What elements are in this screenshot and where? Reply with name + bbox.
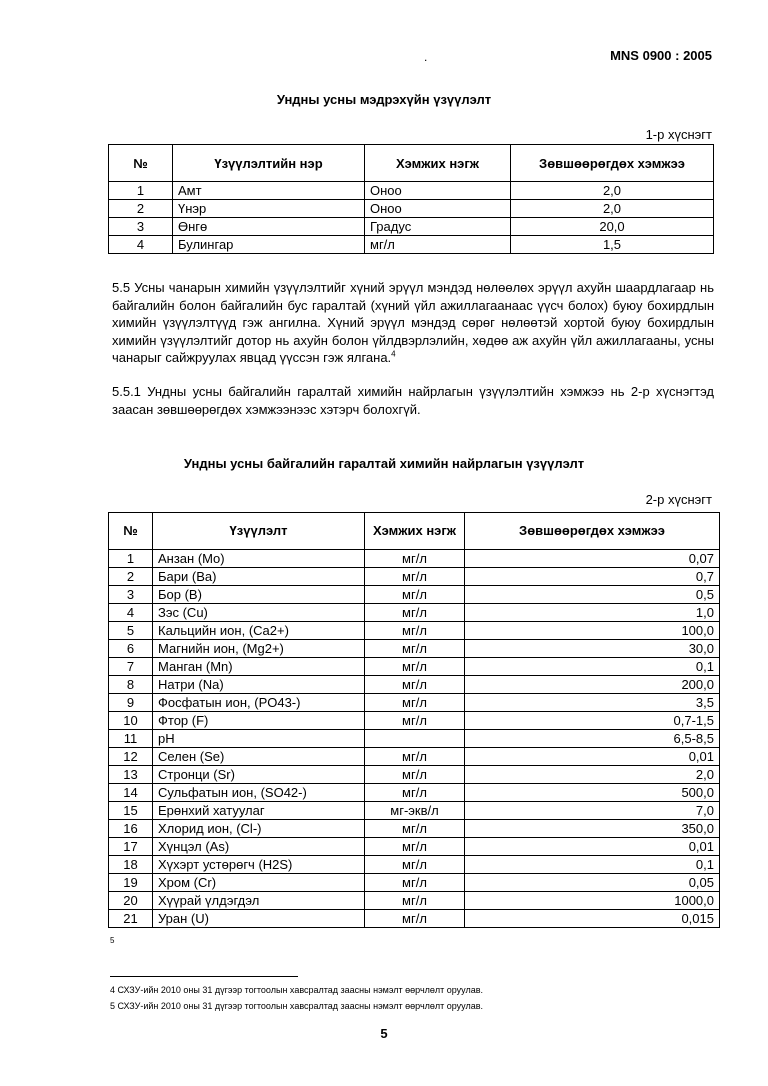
- cell-number: 2: [109, 200, 173, 218]
- footnote-ref-5: 5: [110, 936, 115, 945]
- cell-limit: 3,5: [465, 694, 720, 712]
- cell-name: Булингар: [173, 236, 365, 254]
- cell-limit: 2,0: [511, 200, 714, 218]
- cell-number: 1: [109, 182, 173, 200]
- cell-limit: 0,1: [465, 658, 720, 676]
- cell-limit: 20,0: [511, 218, 714, 236]
- table-row: [109, 550, 720, 568]
- cell-limit: 0,7: [465, 568, 720, 586]
- cell-name: Уран (U): [153, 910, 365, 928]
- cell-name: Фосфатын ион, (PO43-): [153, 694, 365, 712]
- cell-limit: 0,01: [465, 838, 720, 856]
- cell-unit: мг/л: [365, 676, 465, 694]
- cell-unit: мг/л: [365, 820, 465, 838]
- header-dot: .: [424, 50, 428, 64]
- cell-unit: мг/л: [365, 622, 465, 640]
- table-row: [109, 784, 720, 802]
- table2-body: [109, 550, 720, 928]
- cell-name: Хүхэрт устөрөгч (H2S): [153, 856, 365, 874]
- footnote-ref-4: 4: [391, 350, 396, 360]
- table1-caption: 1-р хүснэгт: [645, 127, 712, 142]
- table1-organoleptic: [108, 144, 714, 254]
- cell-number: 7: [109, 658, 153, 676]
- table-row: [109, 874, 720, 892]
- paragraph-5-5-1: 5.5.1 Ундны усны байгалийн гаралтай химийн найрлагын үзүүлэлтийн хэмжээ нь 2-р хүснэгтэд заасан зөвшөөрөгдөх хэмжээнээс хэтэрч болохгүй.: [112, 384, 714, 417]
- cell-name: Бари (Ba): [153, 568, 365, 586]
- table-row: [109, 200, 714, 218]
- table-row: [109, 802, 720, 820]
- table2-title: Ундны усны байгалийн гаралтай химийн найрлагын үзүүлэлт: [183, 456, 585, 471]
- col-header-unit: Хэмжих нэгж: [365, 513, 465, 550]
- col-header-limit: Зөвшөөрөгдөх хэмжээ: [465, 513, 720, 550]
- cell-name: pH: [153, 730, 365, 748]
- cell-unit: [365, 730, 465, 748]
- paragraph-5-5: [112, 279, 714, 367]
- paragraph-5-5-text: 5.5 Усны чанарын химийн үзүүлэлтийг хүний эрүүл мэндэд нөлөөлөх эрүүл ахуйн шаардлагаар нь байгалийн болон байгалийн бус гаралтай (хүний үйл ажиллагаанаас үүсч болох) буюу бохирдлын химийн үзүүлэлтүүд гэж ангилна. Хүний эрүүл мэндэд сөрөг нөлөөтэй хортой буюу бохирдлын химийн үзүүлэлтийг дотор нь ахуйн болон үйлдвэрлэлийн, хөдөө аж ахуйн үйл ажиллагааны, усны чанарыг сайжруулах явцад үүссэн гэж ялгана.: [112, 280, 714, 366]
- cell-name: Өнгө: [173, 218, 365, 236]
- cell-name: Үнэр: [173, 200, 365, 218]
- cell-unit: мг/л: [365, 550, 465, 568]
- cell-unit: мг/л: [365, 748, 465, 766]
- standard-number: MNS 0900 : 2005: [610, 48, 712, 63]
- cell-name: Сульфатын ион, (SO42-): [153, 784, 365, 802]
- cell-limit: 0,1: [465, 856, 720, 874]
- cell-number: 3: [109, 218, 173, 236]
- cell-unit: мг/л: [365, 766, 465, 784]
- cell-unit: мг/л: [365, 892, 465, 910]
- footnote-5: 5 СХЗУ-ийн 2010 оны 31 дүгээр тогтоолын хавсралтад заасны нэмэлт өөрчлөлт оруулав.: [110, 1001, 484, 1011]
- page-number: 5: [380, 1026, 388, 1041]
- cell-number: 20: [109, 892, 153, 910]
- cell-number: 6: [109, 640, 153, 658]
- col-header-indicator: Үзүүлэлт: [153, 513, 365, 550]
- cell-name: Хром (Cr): [153, 874, 365, 892]
- cell-unit: мг/л: [365, 838, 465, 856]
- cell-number: 21: [109, 910, 153, 928]
- cell-limit: 0,05: [465, 874, 720, 892]
- cell-unit: мг/л: [365, 784, 465, 802]
- cell-unit: Оноо: [365, 200, 511, 218]
- col-header-name: Үзүүлэлтийн нэр: [173, 145, 365, 182]
- cell-limit: 100,0: [465, 622, 720, 640]
- table-header-row: [109, 513, 720, 550]
- cell-unit: Градус: [365, 218, 511, 236]
- table-row: [109, 218, 714, 236]
- table-row: [109, 568, 720, 586]
- cell-number: 10: [109, 712, 153, 730]
- table-row: [109, 838, 720, 856]
- cell-number: 15: [109, 802, 153, 820]
- cell-number: 9: [109, 694, 153, 712]
- table-row: [109, 748, 720, 766]
- table-row: [109, 712, 720, 730]
- cell-name: Манган (Mn): [153, 658, 365, 676]
- cell-name: Кальцийн ион, (Ca2+): [153, 622, 365, 640]
- cell-name: Селен (Se): [153, 748, 365, 766]
- cell-number: 19: [109, 874, 153, 892]
- cell-name: Хлорид ион, (Cl-): [153, 820, 365, 838]
- table-row: [109, 182, 714, 200]
- table-header-row: [109, 145, 714, 182]
- table1-title: Ундны усны мэдрэхүйн үзүүлэлт: [276, 92, 492, 107]
- cell-name: Хүнцэл (As): [153, 838, 365, 856]
- cell-name: Анзан (Mo): [153, 550, 365, 568]
- cell-limit: 350,0: [465, 820, 720, 838]
- cell-limit: 1000,0: [465, 892, 720, 910]
- cell-name: Ерөнхий хатуулаг: [153, 802, 365, 820]
- cell-limit: 30,0: [465, 640, 720, 658]
- cell-name: Амт: [173, 182, 365, 200]
- table1-body: [109, 182, 714, 254]
- table-row: [109, 236, 714, 254]
- col-header-number: №: [109, 513, 153, 550]
- table-row: [109, 604, 720, 622]
- cell-unit: мг/л: [365, 712, 465, 730]
- cell-unit: мг/л: [365, 694, 465, 712]
- cell-number: 1: [109, 550, 153, 568]
- cell-unit: мг/л: [365, 658, 465, 676]
- cell-name: Хүүрай үлдэгдэл: [153, 892, 365, 910]
- table-row: [109, 640, 720, 658]
- table2-chemical: [108, 512, 720, 928]
- cell-limit: 0,015: [465, 910, 720, 928]
- cell-name: Натри (Na): [153, 676, 365, 694]
- cell-limit: 1,0: [465, 604, 720, 622]
- cell-number: 18: [109, 856, 153, 874]
- cell-unit: мг/л: [365, 586, 465, 604]
- cell-limit: 6,5-8,5: [465, 730, 720, 748]
- cell-limit: 2,0: [511, 182, 714, 200]
- cell-unit: Оноо: [365, 182, 511, 200]
- table-row: [109, 892, 720, 910]
- col-header-number: №: [109, 145, 173, 182]
- cell-limit: 500,0: [465, 784, 720, 802]
- table-row: [109, 766, 720, 784]
- cell-limit: 0,07: [465, 550, 720, 568]
- cell-number: 11: [109, 730, 153, 748]
- cell-limit: 2,0: [465, 766, 720, 784]
- cell-number: 17: [109, 838, 153, 856]
- cell-number: 4: [109, 236, 173, 254]
- col-header-unit: Хэмжих нэгж: [365, 145, 511, 182]
- cell-name: Стронци (Sr): [153, 766, 365, 784]
- cell-name: Бор (B): [153, 586, 365, 604]
- footnote-4: 4 СХЗУ-ийн 2010 оны 31 дүгээр тогтоолын хавсралтад заасны нэмэлт өөрчлөлт оруулав.: [110, 985, 484, 995]
- table-row: [109, 856, 720, 874]
- cell-unit: мг/л: [365, 236, 511, 254]
- table2-caption: 2-р хүснэгт: [645, 492, 712, 507]
- cell-limit: 0,7-1,5: [465, 712, 720, 730]
- cell-name: Зэс (Cu): [153, 604, 365, 622]
- cell-name: Магнийн ион, (Mg2+): [153, 640, 365, 658]
- cell-limit: 200,0: [465, 676, 720, 694]
- cell-number: 14: [109, 784, 153, 802]
- col-header-limit: Зөвшөөрөгдөх хэмжээ: [511, 145, 714, 182]
- cell-unit: мг-экв/л: [365, 802, 465, 820]
- cell-unit: мг/л: [365, 640, 465, 658]
- cell-unit: мг/л: [365, 910, 465, 928]
- cell-unit: мг/л: [365, 604, 465, 622]
- cell-unit: мг/л: [365, 874, 465, 892]
- table-row: [109, 694, 720, 712]
- cell-number: 12: [109, 748, 153, 766]
- table-row: [109, 730, 720, 748]
- cell-number: 2: [109, 568, 153, 586]
- cell-number: 3: [109, 586, 153, 604]
- cell-number: 5: [109, 622, 153, 640]
- table-row: [109, 910, 720, 928]
- cell-name: Фтор (F): [153, 712, 365, 730]
- table-row: [109, 622, 720, 640]
- cell-limit: 0,5: [465, 586, 720, 604]
- cell-number: 16: [109, 820, 153, 838]
- cell-limit: 1,5: [511, 236, 714, 254]
- table-row: [109, 586, 720, 604]
- table-row: [109, 676, 720, 694]
- cell-number: 8: [109, 676, 153, 694]
- table-row: [109, 658, 720, 676]
- cell-limit: 7,0: [465, 802, 720, 820]
- cell-limit: 0,01: [465, 748, 720, 766]
- cell-unit: мг/л: [365, 856, 465, 874]
- footnote-divider: [110, 976, 298, 977]
- cell-number: 13: [109, 766, 153, 784]
- cell-unit: мг/л: [365, 568, 465, 586]
- table-row: [109, 820, 720, 838]
- cell-number: 4: [109, 604, 153, 622]
